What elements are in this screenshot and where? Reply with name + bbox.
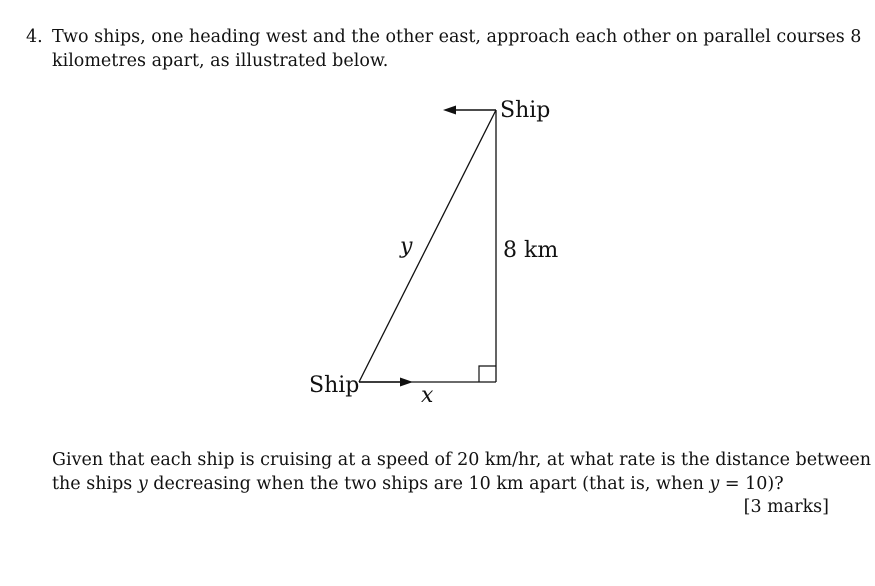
vertical-label: 8 km [503,238,559,263]
top-ship-label: Ship [500,98,551,123]
right-angle-marker [479,366,496,382]
question-text-line-2: kilometres apart, as illustrated below. [52,51,389,71]
bottom-arrowhead [400,378,413,387]
given-line2-part-b: decreasing when the two ships are 10 km apart (that is, when [147,474,710,494]
bottom-ship-label: Ship [309,373,360,398]
given-text-line-1: Given that each ship is cruising at a speed of 20 km/hr, at what rate is the distance between [52,450,872,470]
hypotenuse-label: y [400,234,413,259]
hypotenuse-line [359,110,496,382]
variable-y-2: y [709,474,720,494]
question-number: 4. [26,27,43,47]
given-line2-part-c: = 10)? [719,474,784,494]
question-text-line-1: Two ships, one heading west and the other east, approach each other on parallel courses 8 [52,27,862,47]
horizontal-label: x [421,383,434,408]
given-text-line-2 [52,474,784,494]
variable-y: y [137,474,148,494]
marks-label: [3 marks] [743,497,829,517]
top-arrowhead [443,106,456,115]
given-line2-part-a: the ships [52,474,138,494]
